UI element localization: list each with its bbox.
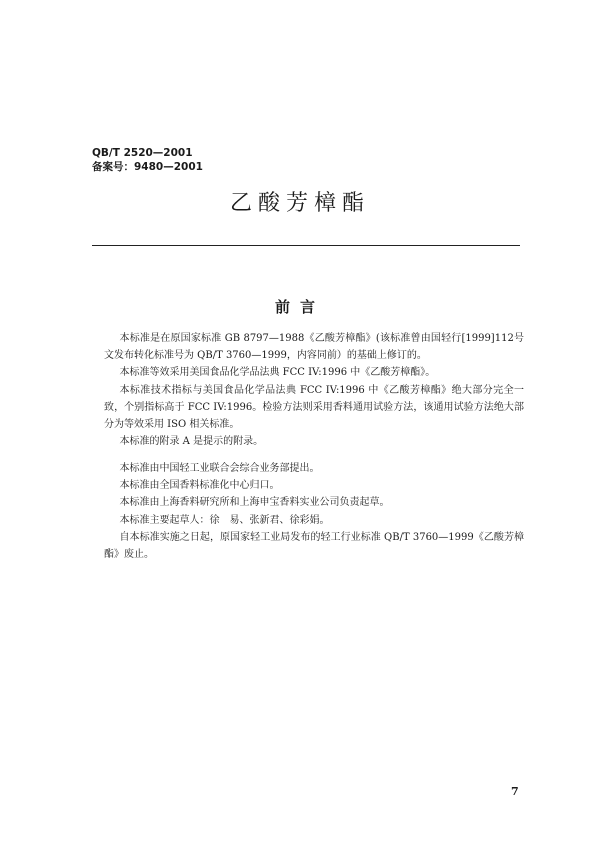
foreword-heading: 前言 [274,298,325,316]
foreword-section-2 [104,460,524,563]
foreword-paragraph: 本标准等效采用美国食品化学品法典 FCC IV:1996 中《乙酸芳樟酯》。 [119,367,436,379]
foreword-paragraph: 本标准由全国香料标准化中心归口。 [119,480,280,492]
foreword-paragraph: 本标准由上海香料研究所和上海申宝香料实业公司负责起草。 [119,497,390,509]
foreword-paragraph: 本标准由中国轻工业联合会综合业务部提出。 [119,463,320,474]
page-number: 7 [511,785,519,798]
standard-code: QB/T 2520—2001 [92,147,193,159]
document-title: 乙酸芳樟酯 [229,191,370,216]
foreword-paragraph: 本标准是在原国家标准 GB 8797—1988《乙酸芳樟酯》(该标准曾由国轻行[1999]112号文发布转化标准号为 QB/T 3760—1999，内容同前）的基础上修订的。 [104,333,524,362]
title-divider [92,245,520,246]
foreword-section-1 [104,330,524,450]
foreword-paragraph: 自本标准实施之日起，原国家轻工业局发布的轻工行业标准 QB/T 3760—1999《乙酸芳樟酯》废止。 [104,531,524,561]
foreword-paragraph: 本标准的附录 A 是提示的附录。 [119,436,264,448]
foreword-paragraph: 本标准主要起草人：徐 易、张新君、徐彩娟。 [119,514,330,526]
registration-number: 备案号：9480—2001 [92,161,203,173]
foreword-paragraph: 本标准技术指标与美国食品化学品法典 FCC IV:1996 中《乙酸芳樟酯》绝大部分完全一致，个别指标高于 FCC IV:1996。检验方法则采用香料通用试验方法，该通用试验方法绝大部分为等效采用 ISO 相关标准。 [104,384,524,431]
